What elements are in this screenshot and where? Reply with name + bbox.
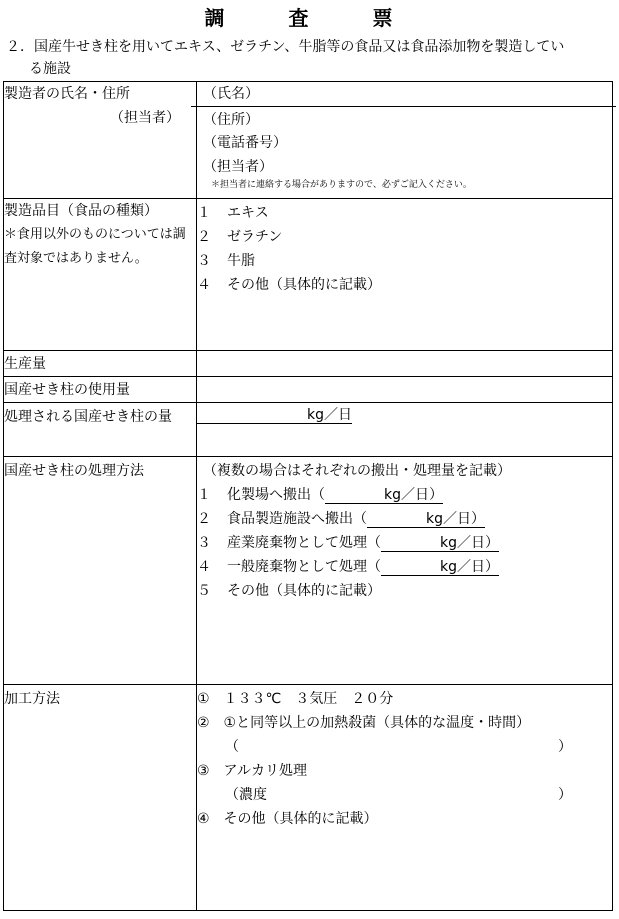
production-label: 生産量 (4, 351, 197, 377)
section-heading-line-1: ２．国産牛せき柱を用いてエキス、ゼラチン、牛脂等の食品又は食品添加物を製造してい (6, 39, 565, 55)
disposal-amount-blank[interactable]: kg／日） (381, 559, 499, 576)
name-field[interactable]: （氏名） (203, 86, 259, 102)
processed-amount-blank[interactable]: kg／日 (197, 407, 352, 424)
process-option-1[interactable]: ① １３３℃ ３気圧 ２０分 (197, 691, 394, 707)
process-option-2[interactable]: ② ①と同等以上の加熱殺菌（具体的な温度・時間） (197, 715, 531, 731)
disposal-amount-blank[interactable]: kg／日） (325, 487, 443, 504)
product-item-label: エキス (227, 205, 269, 221)
close-paren: ） (558, 787, 572, 803)
disposal-item-label: 食品製造施設へ搬出（ (227, 511, 367, 527)
usage-row (4, 377, 613, 403)
product-item[interactable] (197, 273, 612, 297)
products-row (4, 199, 613, 351)
products-label-cell (4, 199, 197, 351)
products-content-cell (197, 199, 613, 351)
form-title: 調 査 票 (204, 6, 415, 30)
products-note: ＊食用以外のものについては調査対象ではありません。 (4, 227, 186, 266)
disposal-item-label: 一般廃棄物として処理（ (227, 559, 381, 575)
process-option-4[interactable]: ④ その他（具体的に記載） (197, 811, 378, 827)
processed-input-cell[interactable] (197, 403, 613, 457)
product-item-number: １ (197, 205, 211, 221)
survey-form-table (3, 81, 613, 911)
contact-note: ＊担当者に連絡する場合がありますので、必ずご記入ください。 (211, 180, 472, 190)
product-item-label: ゼラチン (227, 229, 283, 245)
product-item-number: ３ (197, 253, 211, 269)
disposal-header: （複数の場合はそれぞれの搬出・処理量を記載） (203, 463, 511, 479)
contact-field[interactable]: （担当者） (203, 159, 273, 175)
process-content-cell (197, 685, 613, 911)
product-item[interactable] (197, 201, 612, 225)
disposal-item-number: １ (197, 487, 211, 503)
usage-input-cell[interactable] (197, 377, 613, 403)
disposal-amount-blank[interactable]: kg／日） (367, 511, 485, 528)
production-input-cell[interactable] (197, 351, 613, 377)
address-block (191, 106, 616, 191)
process-row (4, 685, 613, 911)
disposal-row (4, 457, 613, 685)
section-heading-line-2: る施設 (29, 61, 71, 77)
disposal-label: 国産せき柱の処理方法 (4, 457, 197, 685)
usage-label: 国産せき柱の使用量 (4, 377, 197, 403)
disposal-item-number: ３ (197, 535, 211, 551)
close-paren: ） (558, 739, 572, 755)
process-option-3[interactable]: ③ アルカリ処理 (197, 763, 307, 779)
disposal-item-label: 化製場へ搬出（ (227, 487, 325, 503)
product-item-number: ２ (197, 229, 211, 245)
manufacturer-row (4, 82, 613, 199)
disposal-item[interactable] (197, 483, 612, 507)
manufacturer-label: 製造者の氏名・住所 (4, 86, 130, 102)
product-item[interactable] (197, 225, 612, 249)
section-heading (6, 36, 614, 80)
manufacturer-contact-label: （担当者） (110, 110, 180, 126)
phone-field[interactable]: （電話番号） (203, 135, 287, 151)
disposal-item-number: ５ (197, 583, 211, 599)
disposal-item[interactable] (197, 531, 612, 555)
disposal-item-label: 産業廃棄物として処理（ (227, 535, 381, 551)
disposal-item-number: ２ (197, 511, 211, 527)
disposal-item[interactable] (197, 579, 612, 603)
disposal-item-number: ４ (197, 559, 211, 575)
disposal-item-label: その他（具体的に記載） (227, 583, 381, 599)
process-option-2-blank[interactable] (197, 735, 612, 759)
product-item-label: その他（具体的に記載） (227, 277, 381, 293)
disposal-amount-blank[interactable]: kg／日） (381, 535, 499, 552)
disposal-item[interactable] (197, 555, 612, 579)
product-item[interactable] (197, 249, 612, 273)
products-label: 製造品目（食品の種類） (4, 203, 158, 219)
product-item-number: ４ (197, 277, 211, 293)
product-item-label: 牛脂 (227, 253, 255, 269)
processed-label: 処理される国産せき柱の量 (4, 403, 197, 457)
disposal-item[interactable] (197, 507, 612, 531)
concentration-label: （濃度 (225, 787, 267, 803)
process-label: 加工方法 (4, 685, 197, 911)
disposal-content-cell (197, 457, 613, 685)
processed-row (4, 403, 613, 457)
manufacturer-content-cell (197, 82, 613, 199)
address-field[interactable]: （住所） (203, 112, 259, 128)
production-row (4, 351, 613, 377)
manufacturer-label-cell (4, 82, 197, 199)
open-paren: （ (225, 739, 239, 755)
process-option-3-blank[interactable] (197, 783, 612, 807)
